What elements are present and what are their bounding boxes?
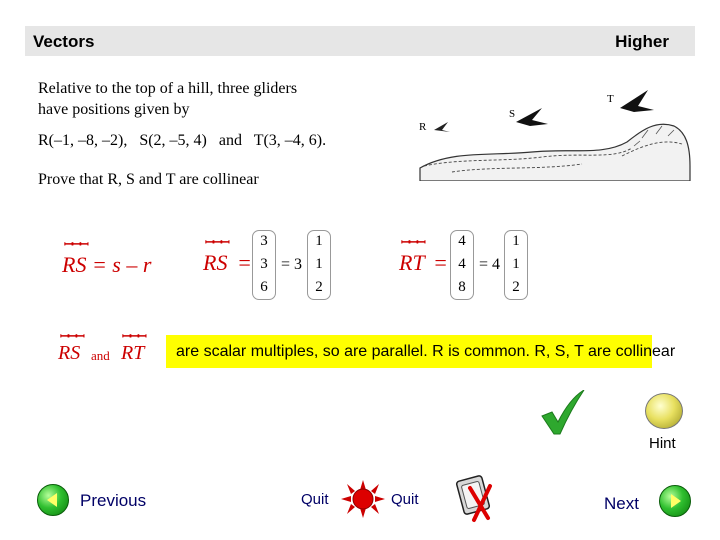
problem-line-1: Relative to the top of a hill, three gliders: [38, 80, 298, 97]
matrix-cell: 4: [458, 233, 466, 249]
rs-def-rhs: = s – r: [91, 252, 152, 277]
matrix-cell: 1: [315, 233, 323, 249]
rs-scalar-multiple: [203, 230, 333, 302]
rt-factor: = 4: [479, 256, 501, 273]
rt-matrix-eq: =: [433, 250, 448, 275]
hill-gliders-graphic: [412, 86, 692, 181]
matrix-cell: 1: [315, 256, 323, 272]
matrix-cell: 3: [260, 233, 268, 249]
glider-s: [516, 108, 548, 126]
glider-r: [434, 122, 450, 132]
rt-scalar-multiple: [399, 230, 529, 302]
header-level: Higher: [615, 32, 669, 51]
arrow-left-icon: [38, 485, 68, 515]
quit-label-left[interactable]: Quit: [301, 491, 329, 508]
rs-matrix-lhs: RS: [203, 250, 228, 275]
rs-column-vector: [252, 230, 276, 300]
rt-matrix-lhs: RT: [399, 250, 425, 275]
matrix-cell: 2: [512, 279, 520, 295]
hint-label[interactable]: Hint: [649, 435, 676, 452]
unit-direction-vector: [504, 230, 528, 300]
conclusion-vectors: [58, 332, 158, 366]
problem-statement: [38, 78, 297, 120]
vector-arrow-mark: ꟷꟷꟷ: [205, 237, 229, 249]
rs-matrix-eq: =: [237, 250, 252, 275]
vector-arrow-mark: ꟷꟷꟷ: [401, 237, 425, 249]
matrix-cell: 3: [260, 256, 268, 272]
quit-label-right[interactable]: Quit: [391, 491, 419, 508]
rs-definition: [62, 238, 172, 278]
vector-arrow-mark: ꟷꟷꟷ: [122, 331, 146, 343]
glider-label-s: S: [509, 108, 516, 120]
rs-def-lhs: RS: [62, 252, 87, 277]
previous-button[interactable]: [37, 484, 69, 516]
glider-positions: R(–1, –8, –2), S(2, –5, 4) and T(3, –4, 6).: [38, 132, 327, 149]
rs-factor: = 3: [281, 256, 303, 273]
matrix-cell: 8: [458, 279, 466, 295]
previous-label[interactable]: Previous: [80, 491, 147, 510]
vector-arrow-mark: ꟷꟷꟷ: [60, 331, 84, 343]
hill-gliders-illustration: [412, 86, 692, 181]
glider-label-t: T: [607, 93, 614, 105]
rt-column-vector: [450, 230, 474, 300]
hint-bulb-button[interactable]: [645, 393, 683, 429]
matrix-cell: 1: [512, 233, 520, 249]
conclusion-and: and: [91, 348, 110, 363]
unit-direction-vector: [307, 230, 331, 300]
conclusion-text: are scalar multiples, so are parallel. R is common. R, S, T are collinear: [176, 343, 676, 360]
quit-stop-icon[interactable]: [340, 479, 386, 519]
conclusion-vector-rt: RT: [121, 342, 145, 364]
wrong-answer-icon[interactable]: [454, 470, 500, 524]
matrix-cell: 2: [315, 279, 323, 295]
glider-label-r: R: [419, 121, 427, 133]
header-title: Vectors: [33, 32, 95, 51]
arrow-right-icon: [660, 486, 690, 516]
glider-t: [620, 90, 654, 112]
matrix-cell: 1: [512, 256, 520, 272]
header-bar: [25, 26, 695, 56]
check-mark-icon: [538, 390, 586, 436]
conclusion-statement: [166, 335, 720, 368]
matrix-cell: 6: [260, 279, 268, 295]
vector-arrow-mark: ꟷꟷꟷ: [64, 239, 88, 251]
matrix-cell: 4: [458, 256, 466, 272]
problem-line-2: have positions given by: [38, 101, 190, 118]
next-label[interactable]: Next: [604, 494, 639, 513]
conclusion-vector-rs: RS: [58, 342, 81, 364]
next-button[interactable]: [659, 485, 691, 517]
prove-statement: Prove that R, S and T are collinear: [38, 171, 259, 188]
